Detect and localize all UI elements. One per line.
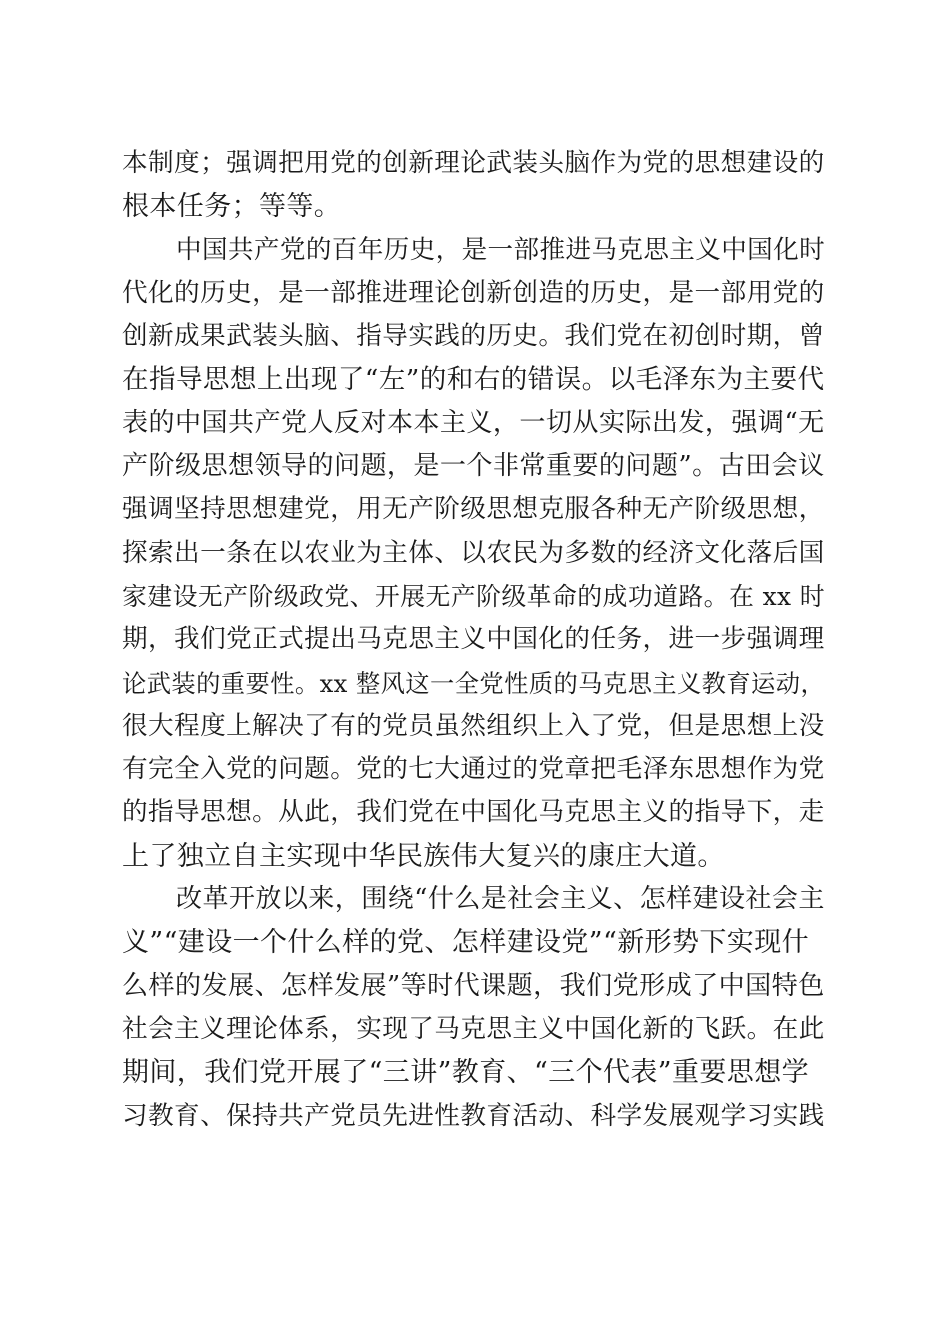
paragraph-line: 在指导思想上出现了“左”的和右的错误。以毛泽东为主要代 <box>122 364 825 396</box>
paragraph-line: 上了独立自主实现中华民族伟大复兴的康庄大道。 <box>122 840 725 872</box>
paragraph-line: 强调坚持思想建党，用无产阶级思想克服各种无产阶级思想， <box>122 494 825 525</box>
body-text <box>122 142 828 1138</box>
paragraph-line: 探索出一条在以农业为主体、以农民为多数的经济文化落后国 <box>122 537 825 568</box>
paragraph-line: 义”“建设一个什么样的党、怎样建设党”“新形势下实现什 <box>122 927 810 959</box>
paragraph-line: 期，我们党正式提出马克思主义中国化的任务，进一步强调理 <box>122 624 825 655</box>
paragraph-line: 创新成果武装头脑、指导实践的历史。我们党在初创时期，曾 <box>122 321 825 352</box>
paragraph-1 <box>122 142 828 229</box>
paragraph-2 <box>122 229 828 878</box>
paragraph-line: 很大程度上解决了有的党员虽然组织上入了党，但是思想上没 <box>122 710 825 741</box>
paragraph-line: 习教育、保持共产党员先进性教育活动、科学发展观学习实践 <box>122 1100 825 1131</box>
paragraph-line: 代化的历史，是一部推进理论创新创造的历史，是一部用党的 <box>122 277 825 308</box>
paragraph-line: 本制度；强调把用党的创新理论武装头脑作为党的思想建设的 <box>122 148 825 178</box>
paragraph-line: 有完全入党的问题。党的七大通过的党章把毛泽东思想作为党 <box>122 754 825 785</box>
paragraph-3 <box>122 878 828 1138</box>
paragraph-line: 期间，我们党开展了“三讲”教育、“三个代表”重要思想学 <box>122 1057 810 1089</box>
paragraph-line: 论武装的重要性。xx 整风这一全党性质的马克思主义教育运动， <box>122 668 826 698</box>
paragraph-line: 改革开放以来，围绕“什么是社会主义、怎样建设社会主 <box>176 884 825 915</box>
paragraph-line: 么样的发展、怎样发展”等时代课题，我们党形成了中国特色 <box>122 970 825 1001</box>
paragraph-line: 根本任务；等等。 <box>122 191 342 223</box>
paragraph-line: 产阶级思想领导的问题，是一个非常重要的问题”。古田会议 <box>122 451 825 482</box>
paragraph-line: 的指导思想。从此，我们党在中国化马克思主义的指导下，走 <box>122 797 825 828</box>
paragraph-line: 社会主义理论体系，实现了马克思主义中国化新的飞跃。在此 <box>122 1013 825 1044</box>
paragraph-line: 家建设无产阶级政党、开展无产阶级革命的成功道路。在 xx 时 <box>122 581 826 611</box>
paragraph-line: 中国共产党的百年历史，是一部推进马克思主义中国化时 <box>176 234 826 265</box>
paragraph-line: 表的中国共产党人反对本本主义，一切从实际出发，强调“无 <box>122 407 825 438</box>
